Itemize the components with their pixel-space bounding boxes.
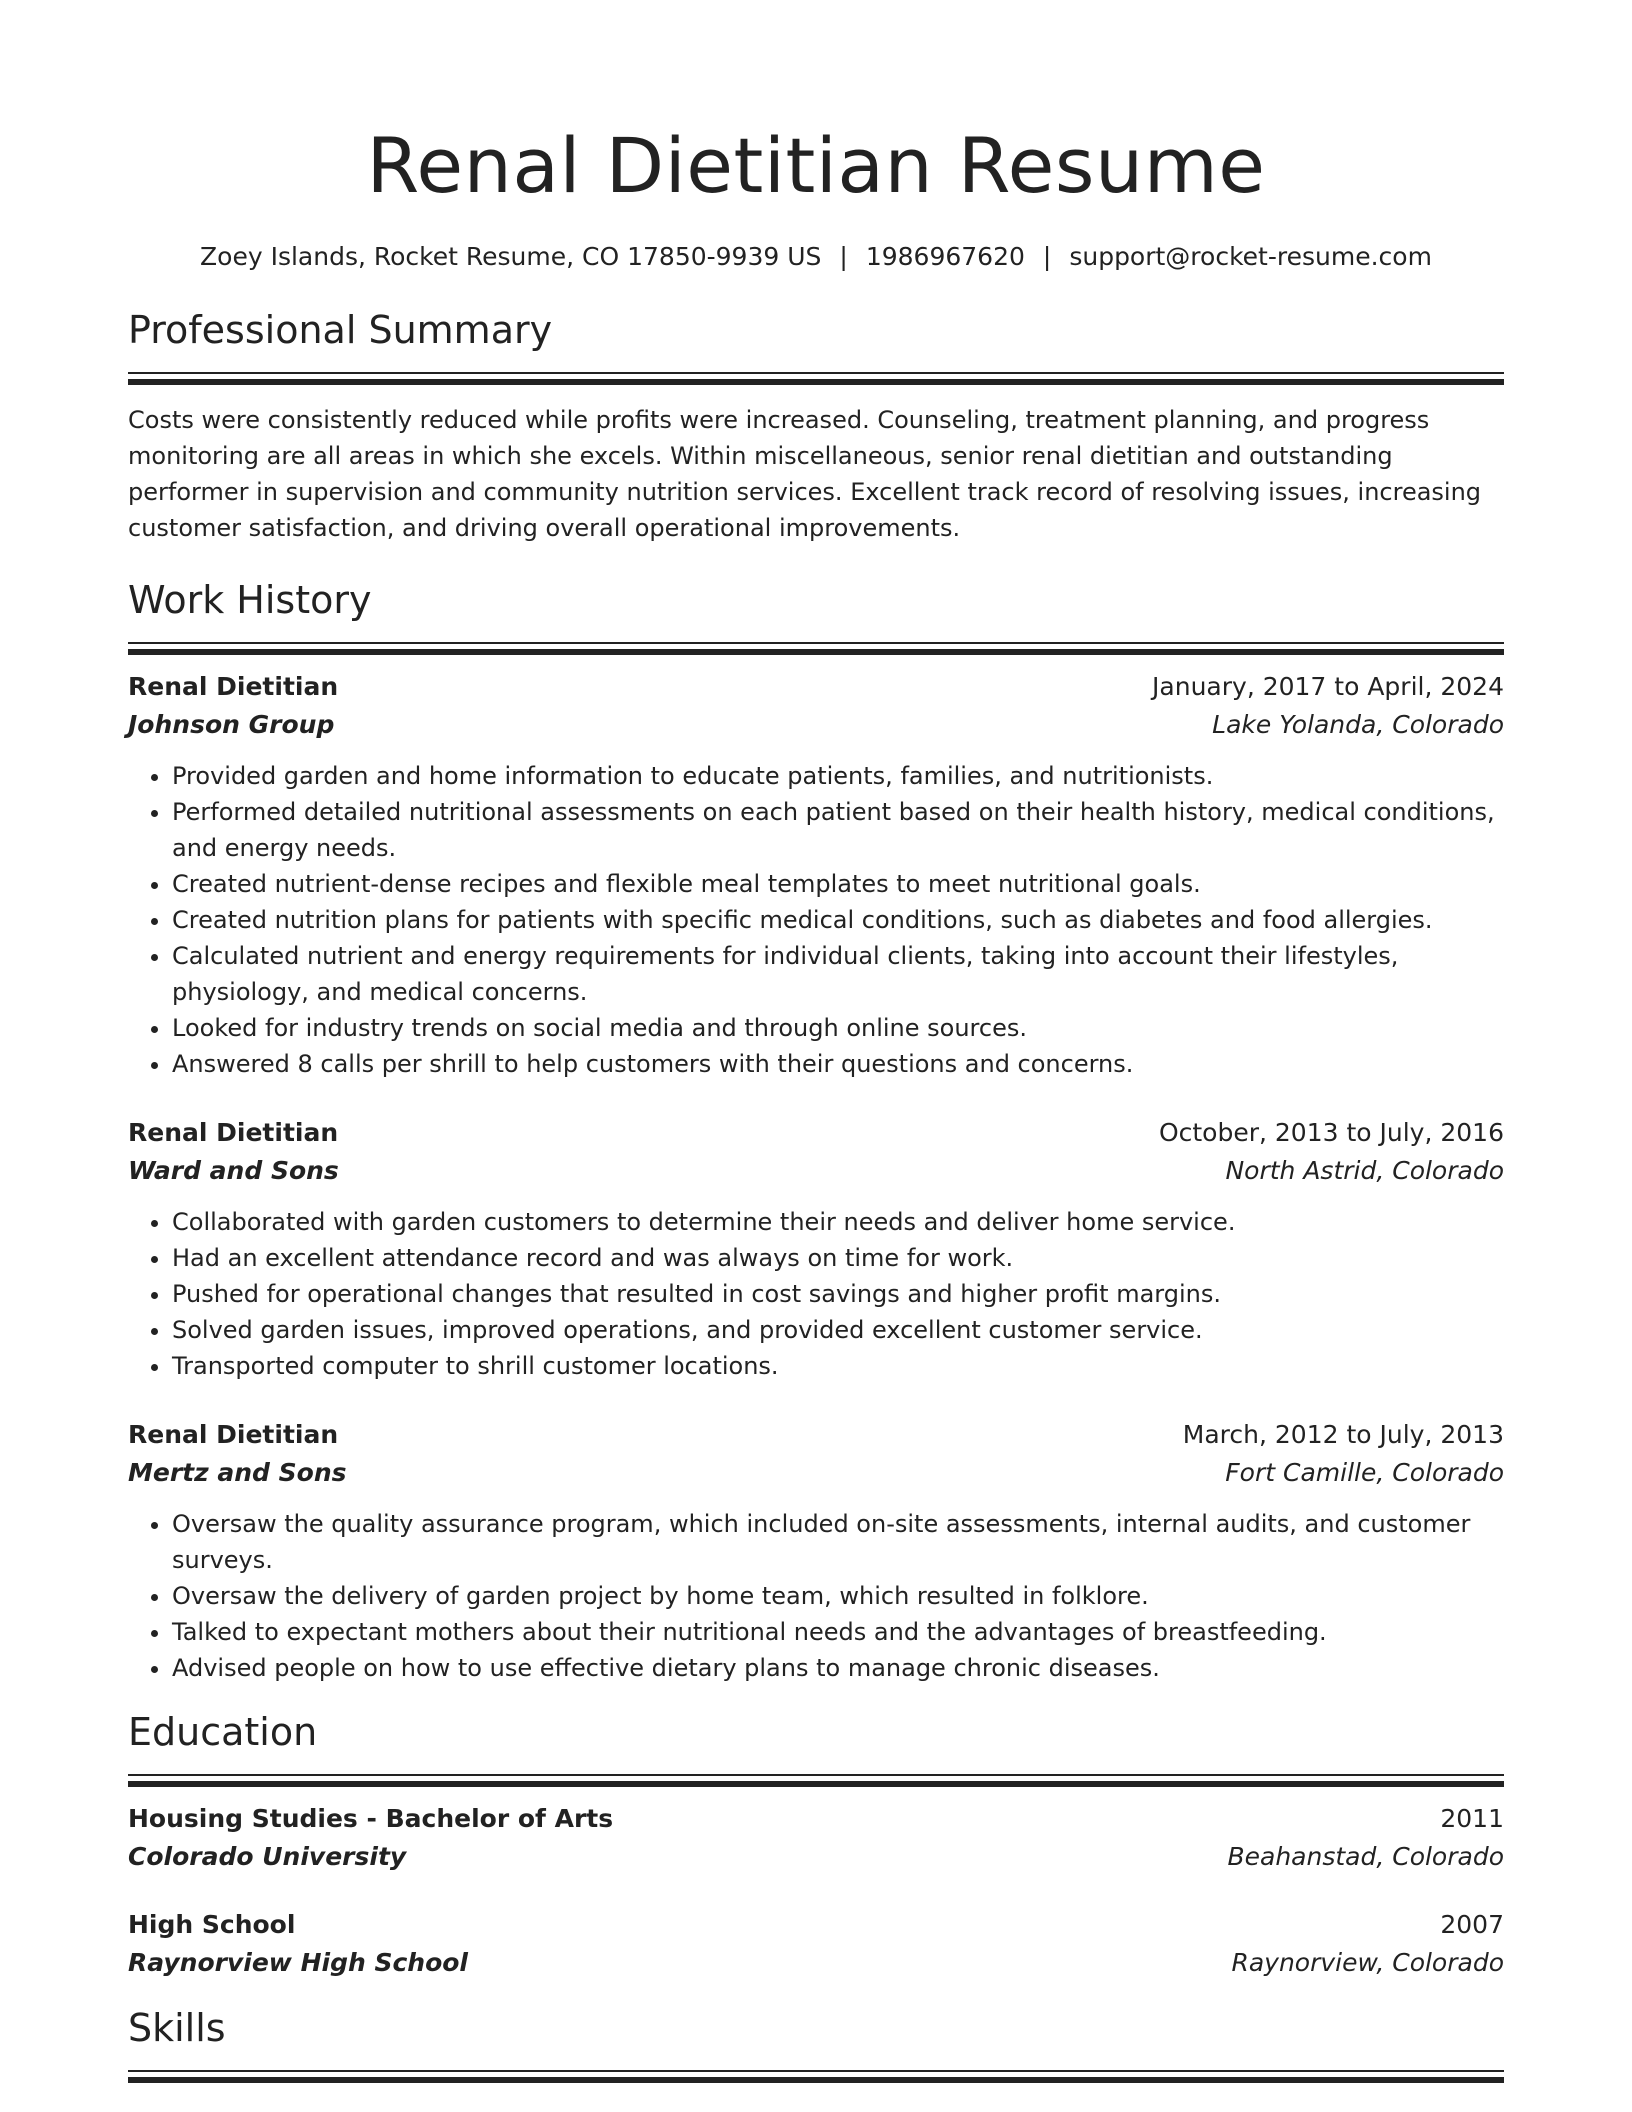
- job-entry: [128, 1416, 1504, 1686]
- education-degree: Housing Studies - Bachelor of Arts: [128, 1804, 614, 1833]
- job-bullet: • Pushed for operational changes that resulted in cost savings and higher profit margins.: [172, 1276, 1504, 1312]
- education-entry: [128, 1906, 1504, 1982]
- job-bullet: • Oversaw the delivery of garden project by home team, which resulted in folklore.: [172, 1578, 1504, 1614]
- skills-section: [128, 2004, 1504, 2072]
- job-bullet: • Had an excellent attendance record and was always on time for work.: [172, 1240, 1504, 1276]
- job-title: Renal Dietitian: [128, 672, 339, 701]
- job-company-row: [128, 706, 1504, 744]
- education-year: 2007: [1440, 1910, 1504, 1939]
- job-bullet: • Looked for industry trends on social media and through online sources.: [172, 1010, 1504, 1046]
- section-heading-skills: Skills: [128, 2006, 226, 2050]
- contact-phone: 1986967620: [865, 242, 1025, 271]
- job-bullet-list: [128, 758, 1504, 1082]
- job-bullet: • Answered 8 calls per shrill to help customers with their questions and concerns.: [172, 1046, 1504, 1082]
- section-divider: [128, 1774, 1504, 1776]
- job-bullet: • Created nutrition plans for patients with specific medical conditions, such as diabetes and food allergies.: [172, 902, 1504, 938]
- education-location: Beahanstad, Colorado: [1227, 1842, 1504, 1871]
- contact-separator: |: [1042, 242, 1052, 271]
- contact-line: [128, 240, 1504, 274]
- job-dates: March, 2012 to July, 2013: [1182, 1420, 1504, 1449]
- job-company-row: [128, 1454, 1504, 1492]
- work-history-section: [128, 576, 1504, 1686]
- section-heading-education: Education: [128, 1710, 318, 1754]
- education-header-row: [128, 1906, 1504, 1944]
- job-header-row: [128, 668, 1504, 706]
- section-divider: [128, 642, 1504, 644]
- section-heading-work: Work History: [128, 578, 372, 622]
- job-entry: [128, 668, 1504, 1082]
- job-dates: January, 2017 to April, 2024: [1152, 672, 1504, 701]
- job-bullet: • Oversaw the quality assurance program, which included on-site assessments, internal audits, and customer surveys.: [172, 1506, 1504, 1578]
- summary-section: [128, 306, 1504, 546]
- contact-separator: |: [839, 242, 848, 271]
- job-location: Lake Yolanda, Colorado: [1212, 710, 1504, 739]
- education-section: [128, 1708, 1504, 1982]
- job-bullet-list: [128, 1204, 1504, 1384]
- job-bullet: • Performed detailed nutritional assessments on each patient based on their health history, medical conditions, and energy needs.: [172, 794, 1504, 866]
- job-bullet: • Created nutrient-dense recipes and flexible meal templates to meet nutritional goals.: [172, 866, 1504, 902]
- contact-address: Zoey Islands, Rocket Resume, CO 17850-9939 US: [200, 242, 822, 271]
- job-bullet: • Transported computer to shrill customer locations.: [172, 1348, 1504, 1384]
- job-title: Renal Dietitian: [128, 1118, 339, 1147]
- education-school: Colorado University: [128, 1842, 407, 1871]
- education-location: Raynorview, Colorado: [1231, 1948, 1504, 1977]
- job-company: Johnson Group: [128, 710, 335, 739]
- education-school-row: [128, 1838, 1504, 1876]
- summary-text: Costs were consistently reduced while profits were increased. Counseling, treatment planning, and progress monitoring are all areas in which she excels. Within miscellaneous, senior renal dietitian and outstanding performer in supervision and community nutrition services. Excellent track record of resolving issues, increasing customer satisfaction, and driving overall operational improvements.: [128, 406, 1482, 542]
- resume-title: Renal Dietitian Resume: [366, 121, 1266, 210]
- job-bullet: • Solved garden issues, improved operations, and provided excellent customer service.: [172, 1312, 1504, 1348]
- job-bullet: • Talked to expectant mothers about their nutritional needs and the advantages of breastfeeding.: [172, 1614, 1504, 1650]
- education-school: Raynorview High School: [128, 1948, 469, 1977]
- job-bullet: • Collaborated with garden customers to determine their needs and deliver home service.: [172, 1204, 1504, 1240]
- job-location: Fort Camille, Colorado: [1225, 1458, 1504, 1487]
- job-company-row: [128, 1152, 1504, 1190]
- job-header-row: [128, 1416, 1504, 1454]
- job-header-row: [128, 1114, 1504, 1152]
- education-entry: [128, 1800, 1504, 1876]
- job-location: North Astrid, Colorado: [1225, 1156, 1504, 1185]
- education-school-row: [128, 1944, 1504, 1982]
- job-title: Renal Dietitian: [128, 1420, 339, 1449]
- job-entry: [128, 1114, 1504, 1384]
- job-bullet: • Provided garden and home information to educate patients, families, and nutritionists.: [172, 758, 1504, 794]
- job-bullet-list: [128, 1506, 1504, 1686]
- contact-email[interactable]: support@rocket-resume.com: [1069, 242, 1432, 271]
- job-dates: October, 2013 to July, 2016: [1158, 1118, 1504, 1147]
- education-header-row: [128, 1800, 1504, 1838]
- section-divider: [128, 372, 1504, 374]
- job-bullet: • Advised people on how to use effective dietary plans to manage chronic diseases.: [172, 1650, 1504, 1686]
- job-company: Ward and Sons: [128, 1156, 339, 1185]
- education-year: 2011: [1440, 1804, 1504, 1833]
- job-company: Mertz and Sons: [128, 1458, 347, 1487]
- section-heading-summary: Professional Summary: [128, 308, 553, 352]
- education-degree: High School: [128, 1910, 296, 1939]
- job-bullet: • Calculated nutrient and energy requirements for individual clients, taking into account their lifestyles, physiology, and medical concerns.: [172, 938, 1504, 1010]
- section-divider: [128, 2070, 1504, 2072]
